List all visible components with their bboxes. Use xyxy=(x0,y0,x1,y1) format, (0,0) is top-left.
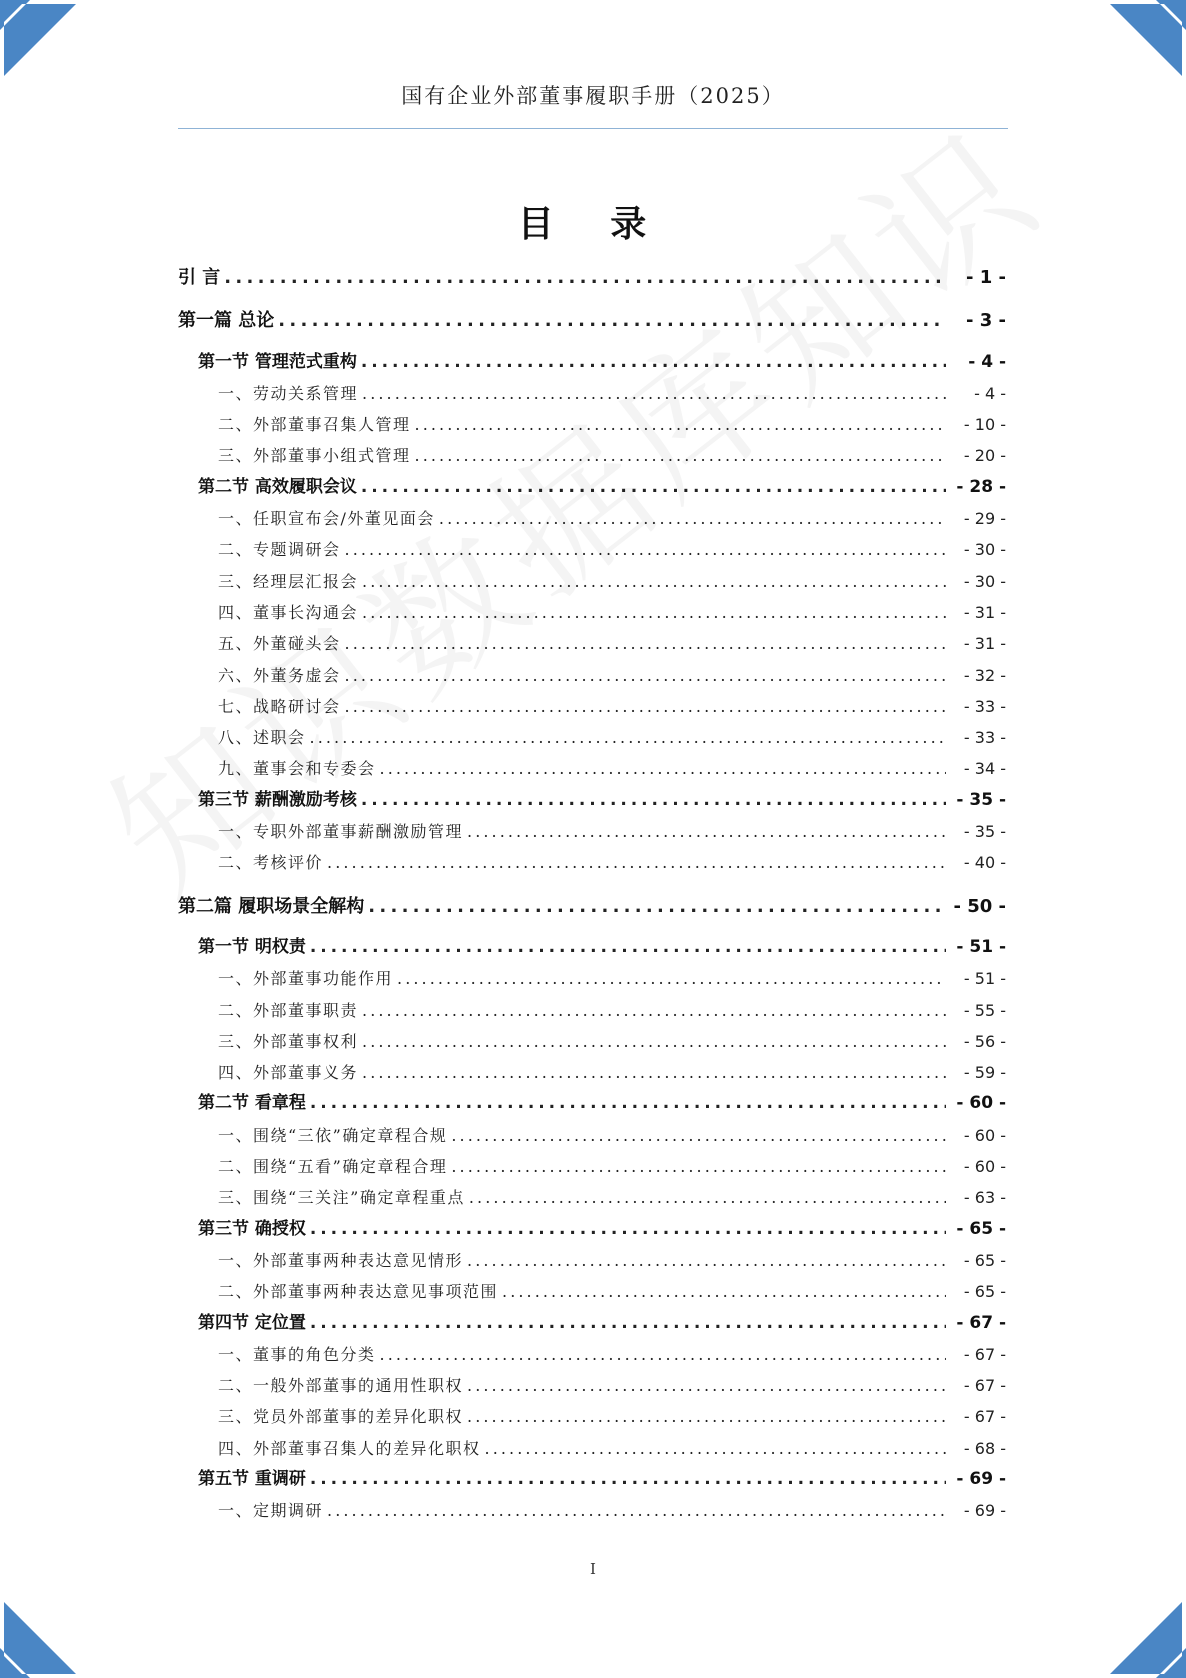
toc-entry-label: 二、专题调研会 xyxy=(218,540,341,560)
toc-entry-page: - 69 - xyxy=(963,1501,1006,1521)
toc-entry-item[interactable] xyxy=(178,597,1006,628)
dot-leader xyxy=(467,1370,946,1401)
toc-entry-item[interactable] xyxy=(178,1276,1006,1307)
toc-entry-label: 二、一般外部董事的通用性职权 xyxy=(218,1376,464,1396)
toc-entry-page: - 65 - xyxy=(956,1218,1006,1239)
toc-entry-page: - 67 - xyxy=(963,1407,1006,1427)
dot-leader xyxy=(310,1088,946,1119)
table-of-contents xyxy=(178,262,1006,1527)
toc-entry-page: - 40 - xyxy=(963,853,1006,873)
corner-decoration-bottom-right xyxy=(1106,1598,1186,1678)
toc-entry-item[interactable] xyxy=(178,566,1006,597)
page-number: I xyxy=(590,1560,596,1578)
toc-entry-label: 一、任职宣布会/外董见面会 xyxy=(218,509,435,529)
dot-leader xyxy=(361,472,946,503)
toc-entry-page: - 34 - xyxy=(963,759,1006,779)
toc-entry-page: - 67 - xyxy=(963,1376,1006,1396)
toc-entry-label: 一、围绕“三依”确定章程合规 xyxy=(218,1125,448,1145)
toc-entry-page: - 60 - xyxy=(963,1125,1006,1145)
dot-leader xyxy=(310,932,946,963)
dot-leader xyxy=(368,891,946,922)
toc-entry-label: 一、专职外部董事薪酬激励管理 xyxy=(218,822,464,842)
header-rule xyxy=(178,128,1008,129)
toc-entry-label: 一、定期调研 xyxy=(218,1501,324,1521)
toc-entry-item[interactable] xyxy=(178,1401,1006,1432)
dot-leader xyxy=(224,262,946,293)
toc-entry-section[interactable] xyxy=(178,1088,1006,1119)
toc-entry-item[interactable] xyxy=(178,722,1006,753)
toc-entry-item[interactable] xyxy=(178,628,1006,659)
dot-leader xyxy=(451,1151,946,1182)
dot-leader xyxy=(345,628,946,659)
toc-entry-label: 第五节 重调研 xyxy=(198,1468,306,1489)
toc-entry-label: 五、外董碰头会 xyxy=(218,634,341,654)
toc-entry-item[interactable] xyxy=(178,1370,1006,1401)
dot-leader xyxy=(362,566,946,597)
corner-decoration-top-left xyxy=(0,0,80,80)
toc-entry-part-2[interactable] xyxy=(178,891,1006,922)
toc-entry-item[interactable] xyxy=(178,995,1006,1026)
dot-leader xyxy=(345,691,946,722)
toc-entry-item[interactable] xyxy=(178,1151,1006,1182)
toc-entry-page: - 35 - xyxy=(956,789,1006,810)
toc-entry-section[interactable] xyxy=(178,785,1006,816)
toc-entry-intro[interactable] xyxy=(178,262,1006,293)
dot-leader xyxy=(451,1120,946,1151)
dot-leader xyxy=(380,1339,946,1370)
toc-entry-label: 一、劳动关系管理 xyxy=(218,383,359,403)
toc-entry-label: 二、考核评价 xyxy=(218,853,324,873)
toc-entry-label: 三、党员外部董事的差异化职权 xyxy=(218,1407,464,1427)
toc-entry-section[interactable] xyxy=(178,1308,1006,1339)
dot-leader xyxy=(310,1464,946,1495)
toc-entry-item[interactable] xyxy=(178,1339,1006,1370)
dot-leader xyxy=(345,534,946,565)
toc-entry-item[interactable] xyxy=(178,534,1006,565)
toc-entry-label: 二、外部董事两种表达意见事项范围 xyxy=(218,1282,499,1302)
dot-leader xyxy=(310,1308,946,1339)
toc-entry-label: 四、董事长沟通会 xyxy=(218,602,359,622)
toc-entry-page: - 65 - xyxy=(963,1250,1006,1270)
toc-entry-label: 第三节 薪酬激励考核 xyxy=(198,789,357,810)
dot-leader xyxy=(439,503,946,534)
toc-entry-item[interactable] xyxy=(178,409,1006,440)
toc-entry-page: - 60 - xyxy=(963,1157,1006,1177)
toc-entry-item[interactable] xyxy=(178,963,1006,994)
toc-entry-page: - 4 - xyxy=(974,383,1006,403)
toc-entry-label: 一、外部董事两种表达意见情形 xyxy=(218,1250,464,1270)
toc-entry-item[interactable] xyxy=(178,1120,1006,1151)
dot-leader xyxy=(362,995,946,1026)
dot-leader xyxy=(327,847,946,878)
toc-entry-page: - 20 - xyxy=(963,446,1006,466)
toc-entry-page: - 33 - xyxy=(963,696,1006,716)
toc-entry-item[interactable] xyxy=(178,660,1006,691)
toc-entry-label: 第二节 高效履职会议 xyxy=(198,476,357,497)
toc-entry-item[interactable] xyxy=(178,691,1006,722)
toc-entry-label: 第四节 定位置 xyxy=(198,1312,306,1333)
toc-entry-page: - 28 - xyxy=(956,476,1006,497)
toc-entry-label: 九、董事会和专委会 xyxy=(218,759,376,779)
toc-entry-page: - 32 - xyxy=(963,665,1006,685)
dot-leader xyxy=(467,816,946,847)
toc-entry-label: 一、董事的角色分类 xyxy=(218,1344,376,1364)
dot-leader xyxy=(362,378,946,409)
toc-entry-label: 第二篇 履职场景全解构 xyxy=(178,895,365,917)
toc-entry-label: 三、经理层汇报会 xyxy=(218,571,359,591)
toc-entry-page: - 60 - xyxy=(956,1093,1006,1114)
toc-entry-page: - 55 - xyxy=(963,1000,1006,1020)
dot-leader xyxy=(469,1182,946,1213)
toc-entry-page: - 33 - xyxy=(963,728,1006,748)
toc-entry-page: - 67 - xyxy=(963,1344,1006,1364)
toc-entry-page: - 56 - xyxy=(963,1031,1006,1051)
toc-entry-item[interactable] xyxy=(178,1057,1006,1088)
toc-entry-page: - 31 - xyxy=(963,602,1006,622)
toc-entry-label: 第三节 确授权 xyxy=(198,1218,306,1239)
toc-entry-item[interactable] xyxy=(178,816,1006,847)
dot-leader xyxy=(278,305,946,336)
toc-entry-item[interactable] xyxy=(178,753,1006,784)
toc-entry-label: 七、战略研讨会 xyxy=(218,696,341,716)
dot-leader xyxy=(362,597,946,628)
corner-decoration-bottom-left xyxy=(0,1598,80,1678)
toc-entry-page: - 69 - xyxy=(956,1468,1006,1489)
toc-entry-item[interactable] xyxy=(178,1495,1006,1526)
toc-entry-label: 二、外部董事召集人管理 xyxy=(218,415,411,435)
toc-entry-label: 六、外董务虚会 xyxy=(218,665,341,685)
toc-entry-page: - 65 - xyxy=(963,1282,1006,1302)
dot-leader xyxy=(415,409,946,440)
toc-entry-page: - 31 - xyxy=(963,634,1006,654)
toc-entry-label: 三、外部董事小组式管理 xyxy=(218,446,411,466)
toc-entry-page: - 30 - xyxy=(963,540,1006,560)
toc-entry-section[interactable] xyxy=(178,347,1006,378)
toc-entry-item[interactable] xyxy=(178,378,1006,409)
toc-entry-page: - 3 - xyxy=(966,310,1006,332)
corner-decoration-top-right xyxy=(1106,0,1186,80)
dot-leader xyxy=(397,963,946,994)
toc-entry-label: 第一篇 总论 xyxy=(178,310,275,332)
dot-leader xyxy=(362,1026,946,1057)
toc-entry-label: 第一节 明权责 xyxy=(198,936,306,957)
toc-entry-label: 二、围绕“五看”确定章程合理 xyxy=(218,1157,448,1177)
dot-leader xyxy=(380,753,946,784)
toc-entry-page: - 4 - xyxy=(968,351,1006,372)
toc-entry-label: 一、外部董事功能作用 xyxy=(218,969,394,989)
toc-entry-section[interactable] xyxy=(178,932,1006,963)
dot-leader xyxy=(310,722,946,753)
toc-entry-item[interactable] xyxy=(178,503,1006,534)
toc-entry-section[interactable] xyxy=(178,1464,1006,1495)
toc-entry-label: 三、外部董事权利 xyxy=(218,1031,359,1051)
toc-entry-label: 二、外部董事职责 xyxy=(218,1000,359,1020)
dot-leader xyxy=(345,660,946,691)
toc-entry-page: - 63 - xyxy=(963,1188,1006,1208)
dot-leader xyxy=(485,1433,946,1464)
toc-title: 目 录 xyxy=(517,204,669,245)
toc-entry-label: 第一节 管理范式重构 xyxy=(198,351,357,372)
toc-entry-section[interactable] xyxy=(178,472,1006,503)
toc-entry-label: 四、外部董事义务 xyxy=(218,1063,359,1083)
toc-entry-part-1[interactable] xyxy=(178,305,1006,336)
dot-leader xyxy=(361,785,946,816)
toc-entry-page: - 68 - xyxy=(963,1438,1006,1458)
toc-entry-item[interactable] xyxy=(178,1433,1006,1464)
toc-entry-item[interactable] xyxy=(178,847,1006,878)
toc-entry-item[interactable] xyxy=(178,1026,1006,1057)
toc-entry-page: - 29 - xyxy=(963,509,1006,529)
dot-leader xyxy=(361,347,946,378)
toc-entry-page: - 35 - xyxy=(963,822,1006,842)
toc-entry-page: - 51 - xyxy=(956,936,1006,957)
toc-entry-label: 三、围绕“三关注”确定章程重点 xyxy=(218,1188,465,1208)
dot-leader xyxy=(310,1214,946,1245)
toc-entry-page: - 59 - xyxy=(963,1063,1006,1083)
toc-entry-section[interactable] xyxy=(178,1214,1006,1245)
running-header: 国有企业外部董事履职手册（2025） xyxy=(401,84,785,108)
toc-entry-label: 第二节 看章程 xyxy=(198,1093,306,1114)
toc-entry-label: 四、外部董事召集人的差异化职权 xyxy=(218,1438,481,1458)
toc-entry-label: 八、述职会 xyxy=(218,728,306,748)
dot-leader xyxy=(415,440,946,471)
toc-entry-page: - 50 - xyxy=(953,895,1006,917)
toc-entry-page: - 10 - xyxy=(963,415,1006,435)
toc-entry-item[interactable] xyxy=(178,1182,1006,1213)
toc-entry-label: 引 言 xyxy=(178,267,221,288)
dot-leader xyxy=(467,1245,946,1276)
dot-leader xyxy=(327,1495,946,1526)
toc-entry-page: - 1 - xyxy=(966,267,1006,288)
toc-entry-page: - 67 - xyxy=(956,1312,1006,1333)
toc-entry-item[interactable] xyxy=(178,1245,1006,1276)
toc-entry-item[interactable] xyxy=(178,440,1006,471)
dot-leader xyxy=(362,1057,946,1088)
toc-entry-page: - 30 - xyxy=(963,571,1006,591)
dot-leader xyxy=(502,1276,946,1307)
dot-leader xyxy=(467,1401,946,1432)
toc-entry-page: - 51 - xyxy=(963,969,1006,989)
